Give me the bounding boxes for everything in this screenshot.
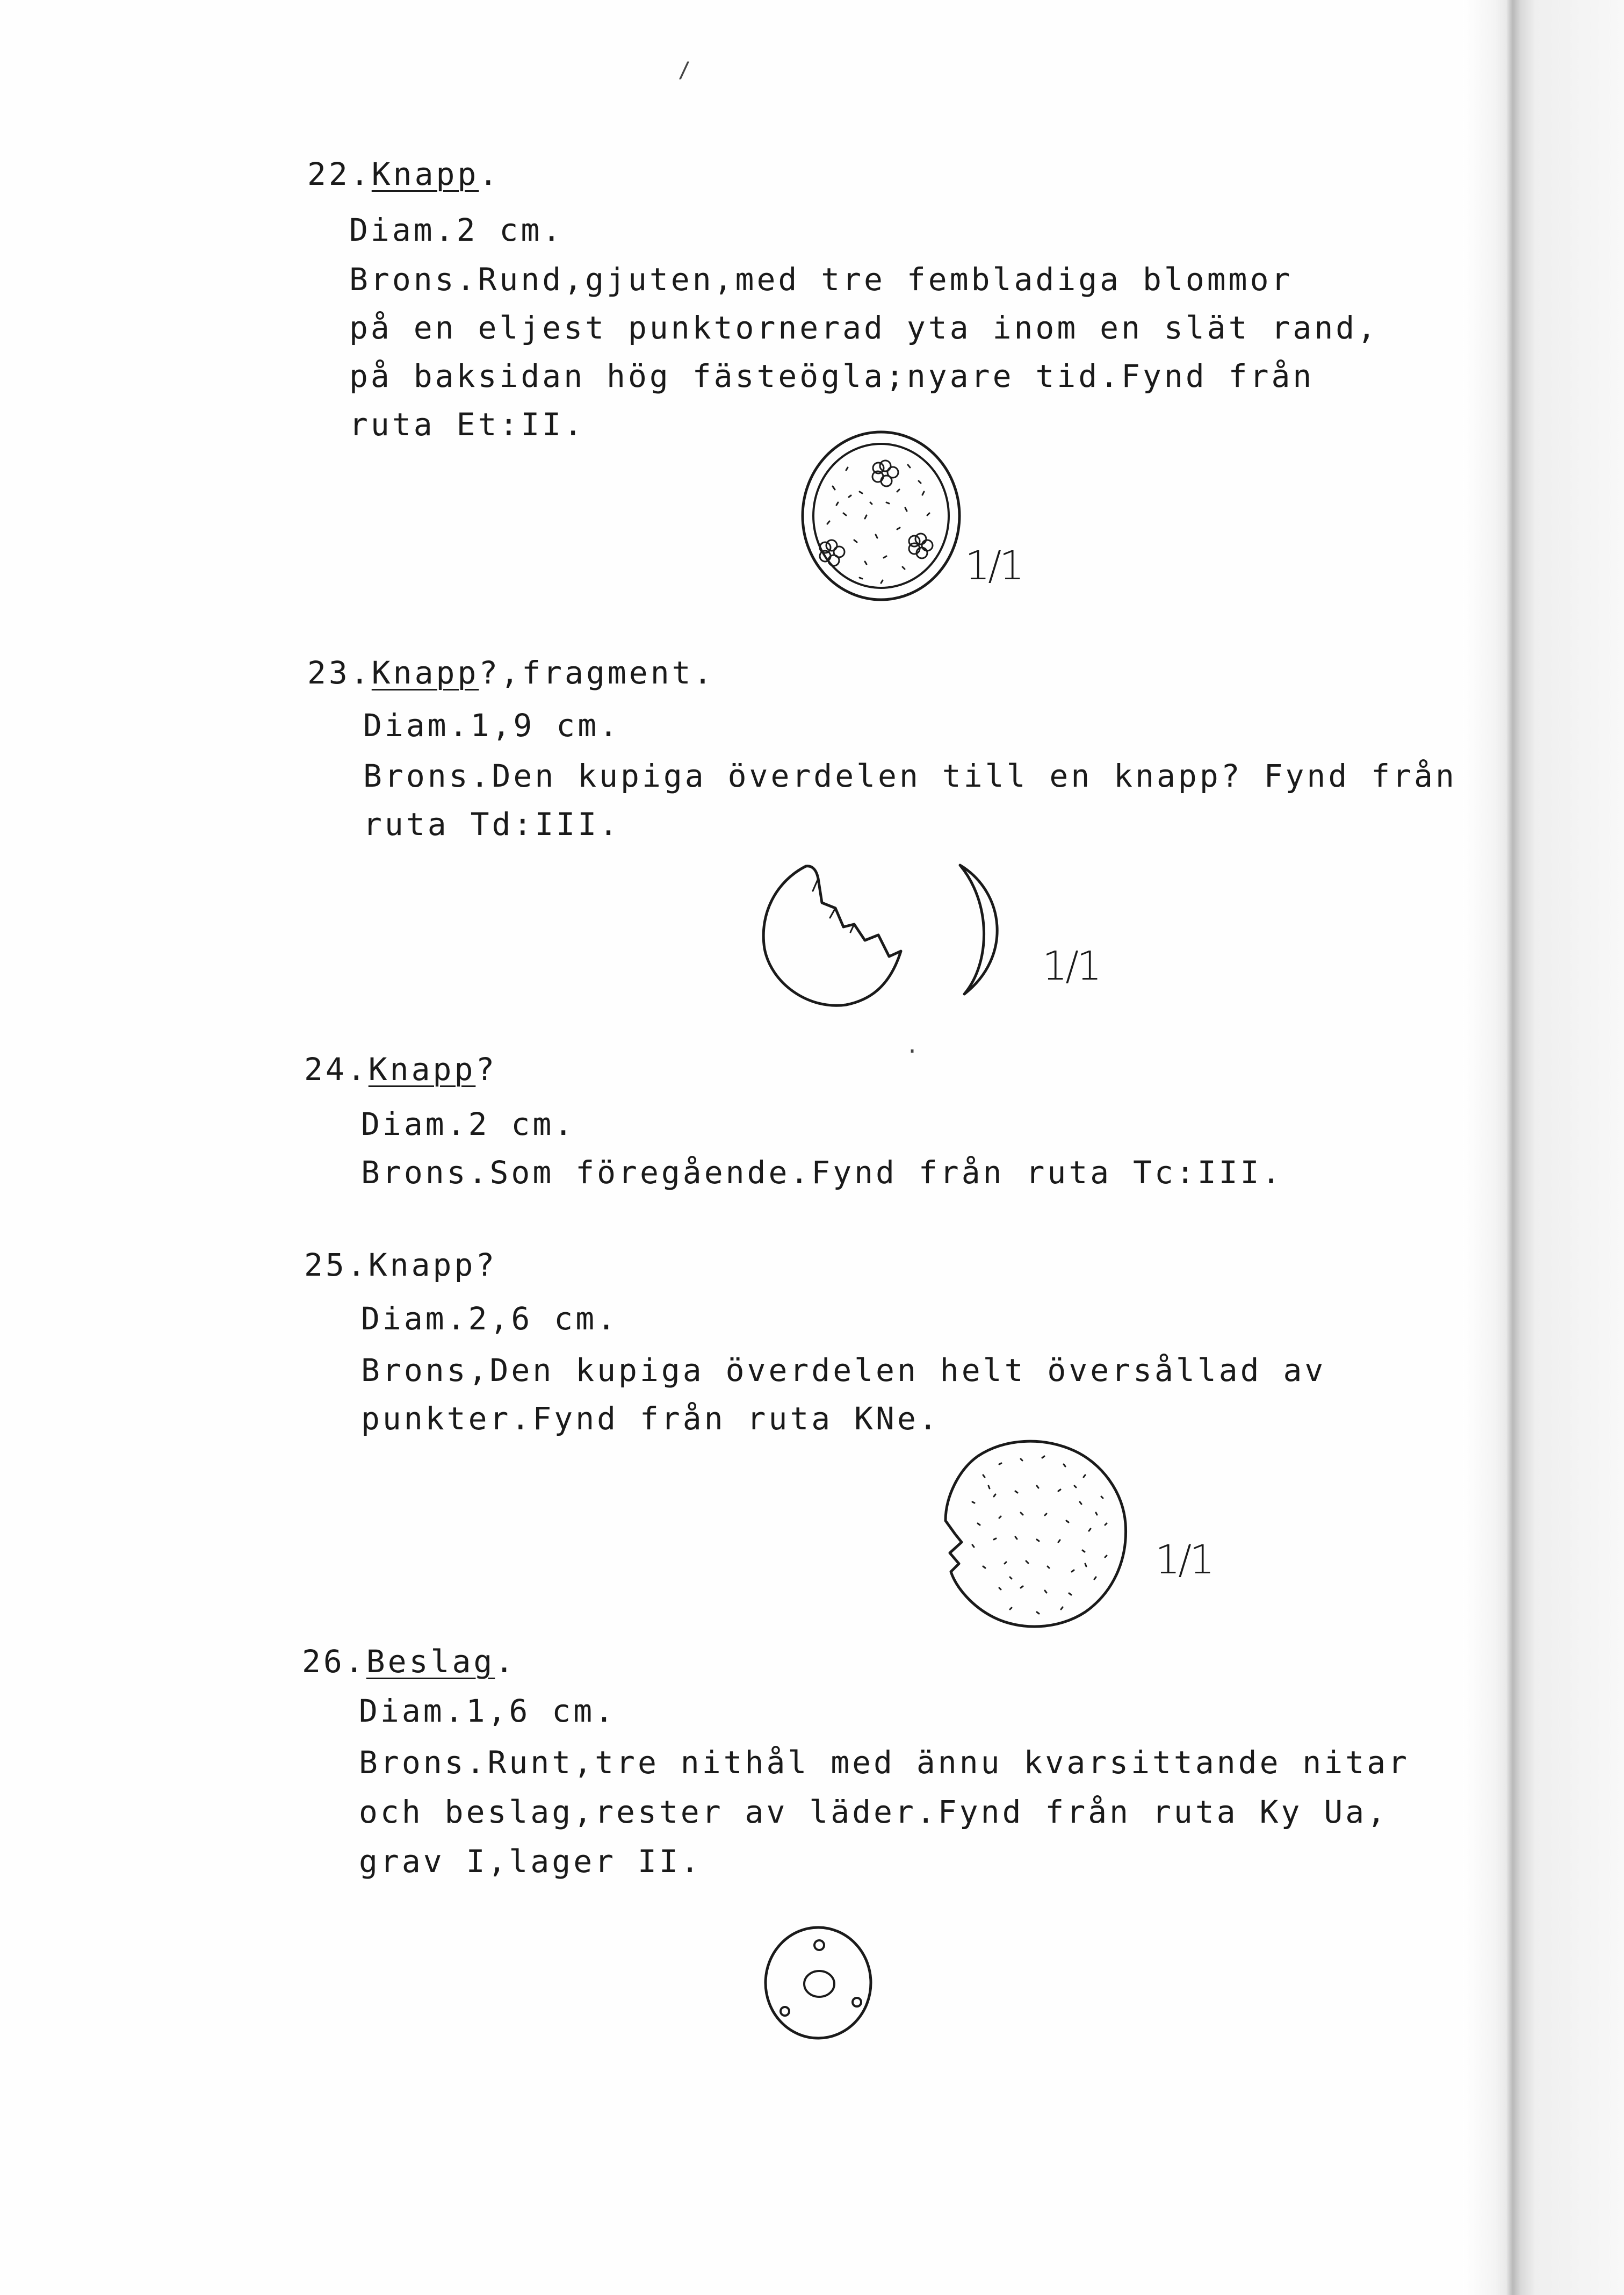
- entry-25-title: Knapp?: [368, 1247, 497, 1283]
- dotted-button-drawing-icon: [940, 1432, 1134, 1636]
- entry-26-heading: 26.Beslag.: [302, 1643, 517, 1680]
- entry-22-scale: 1/1: [965, 543, 1023, 589]
- flower-button-drawing-icon: [795, 427, 967, 605]
- entry-24-title: Knapp: [368, 1051, 476, 1088]
- pencil-mark: /: [678, 58, 691, 83]
- entry-25-line-1: Brons,Den kupiga överdelen helt översållad av: [361, 1352, 1326, 1388]
- entry-22-diameter: Diam.2 cm.: [349, 212, 564, 248]
- entry-25-line-2: punkter.Fynd från ruta KNe.: [361, 1400, 940, 1437]
- entry-25-diameter: Diam.2,6 cm.: [361, 1300, 619, 1337]
- fragment-profile-drawing-icon: [954, 860, 1013, 999]
- entry-22-heading: 22.Knapp.: [307, 156, 501, 192]
- entry-23-diameter: Diam.1,9 cm.: [363, 707, 621, 744]
- entry-25-scale: 1/1: [1155, 1537, 1213, 1583]
- entry-23-scale: 1/1: [1042, 943, 1100, 989]
- entry-22-title: Knapp: [371, 156, 479, 192]
- entry-23-line-1: Brons.Den kupiga överdelen till en knapp? Fynd från: [363, 758, 1457, 794]
- entry-22-line-2: på en eljest punktornerad yta inom en slät rand,: [349, 310, 1379, 346]
- entry-22-line-4: ruta Et:II.: [349, 406, 586, 443]
- entry-26-line-1: Brons.Runt,tre nithål med ännu kvarsittande nitar: [359, 1744, 1410, 1781]
- entry-22-line-3: på baksidan hög fästeögla;nyare tid.Fynd från: [349, 358, 1315, 394]
- entry-23-heading: 23.Knapp?,fragment.: [307, 654, 715, 691]
- entry-23-line-2: ruta Td:III.: [363, 806, 621, 843]
- ink-speck: ·: [906, 1039, 919, 1064]
- entry-26-line-2: och beslag,rester av läder.Fynd från ruta Ky Ua,: [359, 1794, 1389, 1830]
- entry-25-heading: 25.Knapp?: [304, 1247, 497, 1283]
- entry-22-line-1: Brons.Rund,gjuten,med tre fembladiga blommor: [349, 261, 1293, 298]
- entry-24-heading: 24.Knapp?: [304, 1051, 497, 1088]
- entry-24-diameter: Diam.2 cm.: [361, 1106, 576, 1142]
- entry-26-title: Beslag: [366, 1643, 495, 1680]
- entry-26-diameter: Diam.1,6 cm.: [359, 1693, 617, 1729]
- entry-24-line-1: Brons.Som föregående.Fynd från ruta Tc:III.: [361, 1154, 1283, 1191]
- page-edge-shadow: [1463, 0, 1624, 2295]
- button-fragment-drawing-icon: [755, 854, 916, 1016]
- entry-23-title: Knapp: [371, 654, 479, 691]
- entry-26-line-3: grav I,lager II.: [359, 1843, 702, 1880]
- mount-drawing-icon: [760, 1924, 878, 2042]
